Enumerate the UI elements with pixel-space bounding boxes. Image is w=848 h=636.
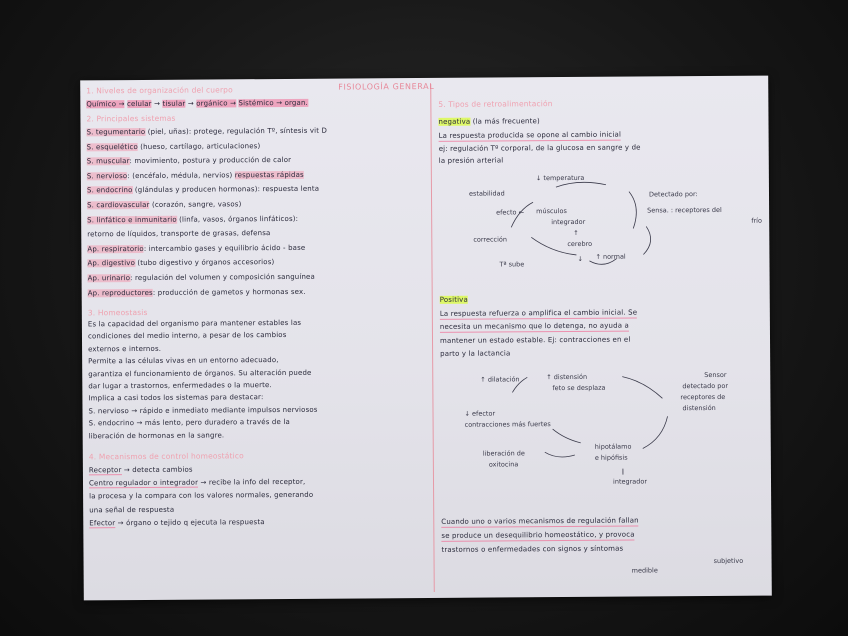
neg-integrador: integrador bbox=[551, 217, 586, 227]
system-desc: : intercambio gases y equilibrio ácido - base bbox=[143, 243, 306, 253]
section-title-5: 5. Tipos de retroalimentación bbox=[438, 99, 553, 109]
system-desc: (linfa, vasos, órganos linfáticos): bbox=[176, 214, 299, 224]
system-desc: (hueso, cartílago, articulaciones) bbox=[137, 141, 261, 151]
homeostasis-line: S. endocrino → más lento, pero duradero a través de la bbox=[88, 418, 290, 428]
pos-hipotalamo: hipotálamo bbox=[594, 442, 632, 451]
neg-efecto: efecto ← bbox=[496, 208, 525, 217]
neg-top-label: ↓ temperatura bbox=[535, 173, 585, 183]
system-desc: : producción de gametos y hormonas sex. bbox=[152, 287, 306, 297]
neg-arrow-down: ↓ bbox=[577, 254, 583, 263]
final-line: se produce un desequilibrio homeostático, y provoca bbox=[441, 530, 635, 540]
system-desc: (glándulas y producen hormonas): respuesta lenta bbox=[132, 185, 320, 195]
final-line: Cuando uno o varios mecanismos de regulación fallan bbox=[441, 516, 639, 526]
system-name: S. esquelético bbox=[86, 142, 138, 151]
homeostasis-line: Permite a las células vivas en un entorno adecuado, bbox=[88, 356, 279, 366]
system-desc: (corazón, sangre, vasos) bbox=[149, 200, 242, 209]
homeostasis-line: Es la capacidad del organismo para mantener estables las bbox=[87, 318, 302, 329]
homeostasis-line: externos e internos. bbox=[88, 344, 162, 354]
mechanism-value: → recibe la info del receptor, bbox=[198, 478, 306, 487]
final-line: trastornos o enfermedades con signos y síntomas bbox=[441, 544, 624, 554]
pos-receptores: receptores de bbox=[680, 392, 726, 402]
section-title-1: 1. Niveles de organización del cuerpo bbox=[86, 85, 233, 96]
section-title-2: 2. Principales sistemas bbox=[86, 113, 176, 124]
level-sistemico: Sistémico → organ. bbox=[238, 98, 308, 108]
neg-t-sube: Tª sube bbox=[499, 260, 525, 269]
homeostasis-line: dar lugar a trastornos, enfermedades o la muerte. bbox=[88, 381, 272, 391]
neg-estabilidad: estabilidad bbox=[468, 189, 505, 198]
arrow-1: → bbox=[154, 99, 161, 108]
page-title: FISIOLOGÍA GENERAL bbox=[338, 81, 435, 92]
neg-frio: frío bbox=[751, 216, 762, 225]
system-name: Ap. reproductores bbox=[87, 288, 153, 297]
pos-liberacion: liberación de bbox=[482, 449, 525, 458]
level-organico: orgánico → bbox=[196, 99, 237, 108]
pos-efector: ↓ efector bbox=[464, 409, 496, 418]
positive-line: mantener un estado estable. Ej: contracciones en el bbox=[439, 335, 631, 345]
pos-detectado: detectado por bbox=[682, 381, 729, 391]
mechanism-value: → órgano o tejido q ejecuta la respuesta bbox=[115, 517, 265, 527]
system-desc: : regulación del volumen y composición sanguínea bbox=[130, 272, 315, 283]
homeostasis-line: liberación de hormonas en la sangre. bbox=[88, 431, 225, 440]
arrow-2: → bbox=[187, 99, 194, 108]
negative-line: la presión arterial bbox=[438, 156, 504, 166]
positive-line: parto y la lactancia bbox=[440, 349, 511, 359]
system-desc: retorno de líquidos, transporte de grasas, defensa bbox=[87, 229, 271, 239]
system-name: S. tegumentario bbox=[86, 127, 146, 137]
mechanism-key: Receptor bbox=[88, 466, 122, 475]
mechanism-value: la procesa y la compara con los valores normales, generando bbox=[89, 491, 314, 501]
neg-sensa: Sensa. : receptores del bbox=[647, 205, 722, 215]
system-name: Ap. urinario bbox=[87, 274, 131, 283]
level-celular: celular bbox=[126, 99, 152, 109]
positive-feedback-arrows bbox=[80, 76, 772, 601]
positive-line: necesita un mecanismo que lo detenga, no ayuda a bbox=[439, 321, 629, 332]
mechanism-value: → detecta cambios bbox=[121, 465, 193, 475]
pos-distension-2: distensión bbox=[682, 403, 716, 413]
neg-arrow-up: ↑ bbox=[573, 228, 579, 237]
neg-musculos: músculos bbox=[536, 207, 567, 216]
mechanism-value: una señal de respuesta bbox=[89, 505, 175, 514]
pos-oxitocina: oxitocina bbox=[488, 460, 519, 469]
notes-paper bbox=[80, 76, 772, 601]
system-name: S. cardiovascular bbox=[87, 200, 150, 210]
final-subjetivo: subjetivo bbox=[713, 556, 744, 565]
section-title-4: 4. Mecanismos de control homeostático bbox=[88, 451, 244, 462]
system-highlight: respuestas rápidas bbox=[234, 170, 304, 180]
section-title-3: 3. Homeostasis bbox=[87, 307, 148, 318]
neg-cerebro: cerebro bbox=[567, 239, 593, 249]
mechanism-key: Efector bbox=[89, 518, 116, 528]
system-name: S. endocrino bbox=[86, 186, 133, 195]
positive-line: La respuesta refuerza o amplifica el cambio inicial. Se bbox=[439, 308, 638, 318]
level-quimico: Químico → bbox=[86, 100, 125, 109]
pos-hipofisis: e hipófisis bbox=[594, 453, 628, 462]
system-desc: : (encéfalo, médula, nervios) bbox=[127, 171, 235, 180]
negative-label: negativa bbox=[438, 117, 471, 126]
negative-line: ej: regulación Tº corporal, de la glucosa en sangre y de bbox=[438, 143, 641, 153]
negative-line: La respuesta producida se opone al cambio inicial bbox=[438, 130, 622, 140]
neg-t-normal: ↑ normal bbox=[595, 252, 626, 261]
neg-detectado: Detectado por: bbox=[648, 190, 698, 199]
system-name: Ap. digestivo bbox=[87, 259, 136, 268]
positive-label: Positiva bbox=[439, 295, 468, 304]
pos-sensor: Sensor bbox=[704, 370, 727, 380]
homeostasis-line: garantiza el funcionamiento de órganos. Su alteración puede bbox=[88, 368, 312, 378]
pos-integrado: integrador bbox=[612, 477, 648, 486]
system-desc: : movimiento, postura y producción de calor bbox=[129, 156, 292, 166]
system-name: Ap. respiratorio bbox=[87, 244, 144, 254]
system-desc: (piel, uñas): protege, regulación Tº, síntesis vit D bbox=[145, 126, 328, 136]
system-name: S. linfático e inmunitario bbox=[87, 215, 177, 224]
homeostasis-line: Implica a casi todos los sistemas para destacar: bbox=[88, 393, 264, 403]
pos-contracciones: contracciones más fuertes bbox=[464, 420, 551, 429]
neg-correccion: corrección bbox=[473, 235, 508, 244]
pos-dilatacion: ↑ dilatación bbox=[480, 375, 520, 384]
system-desc: (tubo digestivo y órganos accesorios) bbox=[134, 258, 275, 268]
homeostasis-line: S. nervioso → rápido e inmediato mediante impulsos nerviosos bbox=[88, 405, 318, 416]
system-name: S. muscular bbox=[86, 157, 130, 166]
homeostasis-line: condiciones del medio interno, a pesar de los cambios bbox=[87, 331, 287, 341]
level-tisular: tisular bbox=[162, 99, 186, 108]
pos-feto: feto se desplaza bbox=[552, 383, 606, 393]
pos-distension: ↑ distensión bbox=[546, 372, 588, 382]
system-name: S. nervioso bbox=[86, 171, 128, 181]
final-medible: medible bbox=[631, 566, 658, 575]
mechanism-key: Centro regulador o integrador bbox=[88, 478, 199, 488]
negative-note: (la más frecuente) bbox=[470, 117, 540, 126]
